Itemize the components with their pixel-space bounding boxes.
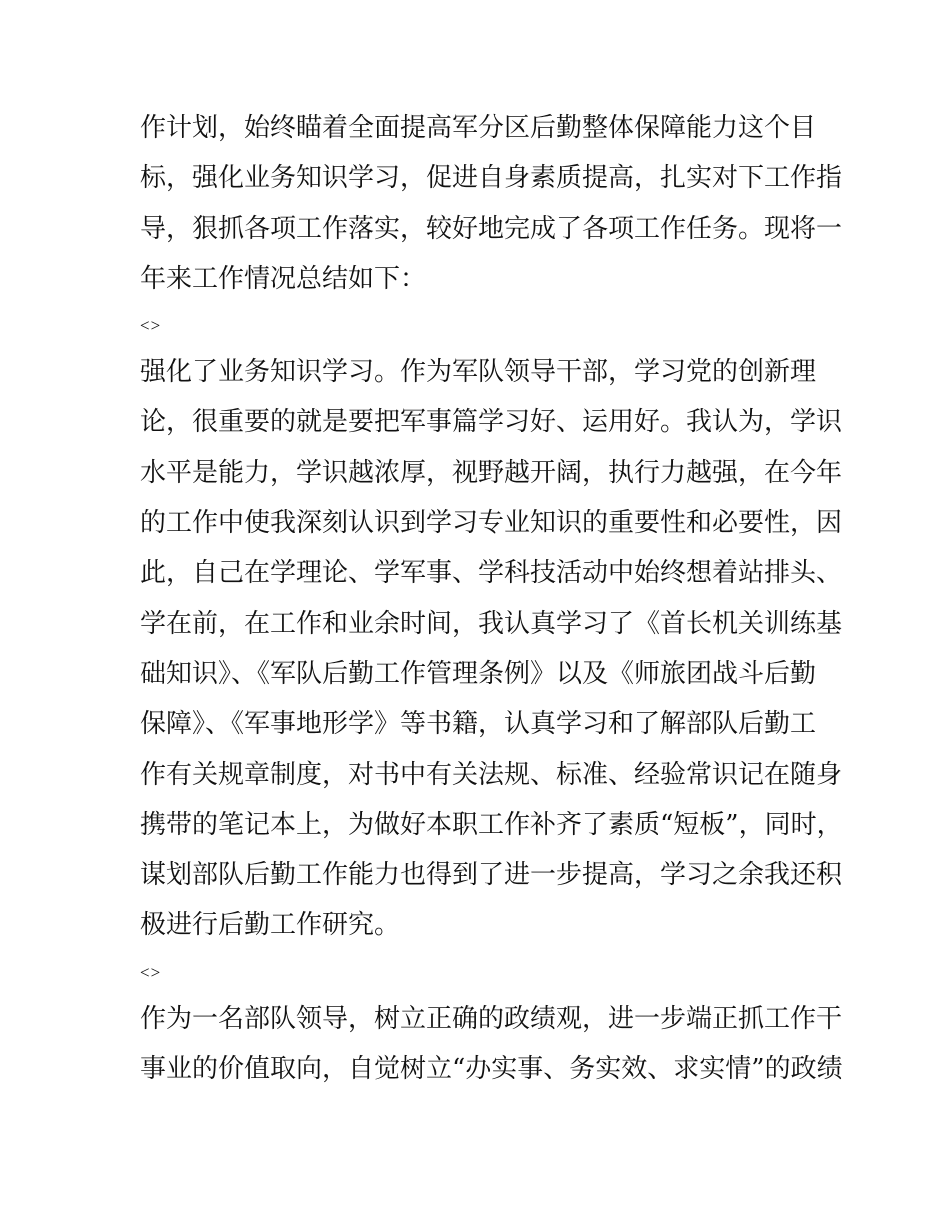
- section-separator: <>: [140, 962, 162, 982]
- paragraph-study: [140, 347, 843, 951]
- text-line: 学在前，在工作和业余时间，我认真学习了《首长机关训练基: [140, 608, 843, 639]
- text-line: 事业的价值取向，自觉树立“办实事、务实效、求实情”的政绩: [140, 1054, 843, 1085]
- text-line: 作为一名部队领导，树立正确的政绩观，进一步端正抓工作干: [140, 1003, 843, 1034]
- text-line: 作计划，始终瞄着全面提高军分区后勤整体保障能力这个目: [140, 113, 817, 143]
- paragraph-achievement-view: [140, 994, 843, 1095]
- text-line: 保障》、《军事地形学》等书籍，认真学习和了解部队后勤工: [140, 709, 817, 740]
- text-line: 此，自己在学理论、学军事、学科技活动中始终想着站排头、: [140, 558, 843, 589]
- paragraph-intro: [140, 103, 843, 304]
- text-line: 强化了业务知识学习。作为军队领导干部，学习党的创新理: [140, 357, 817, 388]
- text-line: 的工作中使我深刻认识到学习专业知识的重要性和必要性，因: [140, 508, 843, 539]
- text-line: 携带的笔记本上，为做好本职工作补齐了素质“短板”，同时，: [140, 809, 843, 840]
- text-line: 论，很重要的就是要把军事篇学习好、运用好。我认为，学识: [140, 407, 843, 438]
- text-line: 标，强化业务知识学习，促进自身素质提高，扎实对下工作指: [140, 163, 843, 194]
- text-line: 作有关规章制度，对书中有关法规、标准、经验常识记在随身: [140, 759, 843, 790]
- text-line: 极进行后勤工作研究。: [140, 910, 401, 941]
- document-body: [140, 103, 843, 1094]
- text-line: 础知识》、《军队后勤工作管理条例》以及《师旅团战斗后勤: [140, 658, 817, 689]
- text-line: 水平是能力，学识越浓厚，视野越开阔，执行力越强，在今年: [140, 457, 843, 488]
- section-separator: <>: [140, 316, 162, 336]
- text-line: 年来工作情况总结如下：: [140, 263, 427, 294]
- text-line: 谋划部队后勤工作能力也得到了进一步提高，学习之余我还积: [140, 860, 843, 891]
- text-line: 导，狠抓各项工作落实，较好地完成了各项工作任务。现将一: [140, 213, 843, 244]
